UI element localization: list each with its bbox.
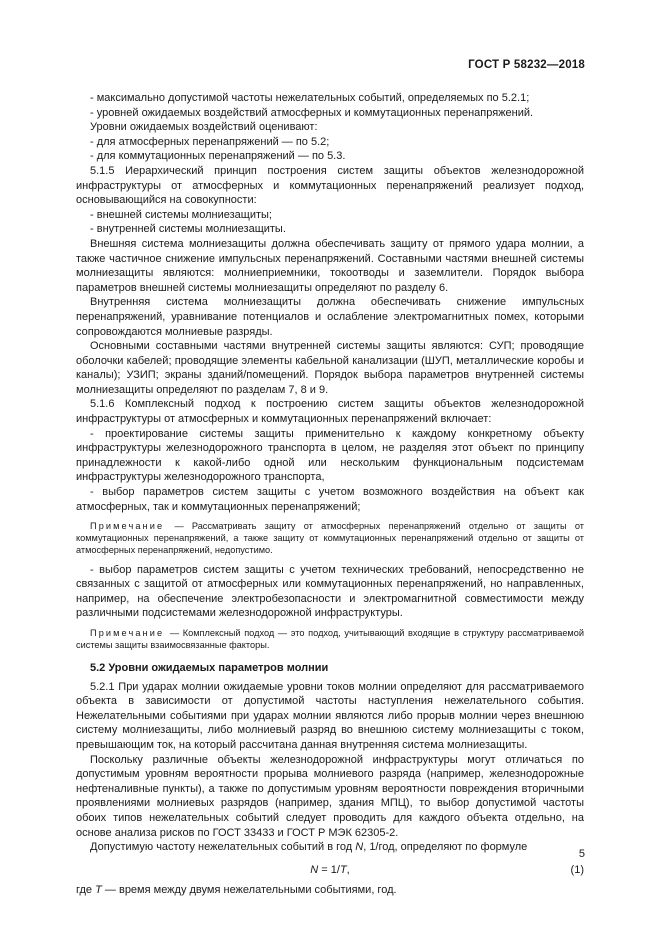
formula-expression <box>76 859 584 881</box>
formula-punctuation: , <box>346 863 350 876</box>
list-item: - для коммутационных перенапряжений — по 5.3. <box>90 150 346 163</box>
text-run: где <box>76 883 96 896</box>
list-item: - внутренней системы молниезащиты. <box>90 223 286 236</box>
variable-n: N <box>310 863 319 876</box>
note-text: — Комплексный подход — это подход, учитывающий входящие в структуру рассматриваемой системы защиты взаимосвязанные факторы. <box>76 627 584 650</box>
section-heading: 5.2 Уровни ожидаемых параметров молнии <box>90 662 329 675</box>
body-text <box>76 91 584 897</box>
formula-operator: = 1/ <box>318 863 340 876</box>
paragraph: Поскольку различные объекты железнодорожной инфраструктуры могут отличаться по допустимым уровням вероятности прорыва молниевого разряда (например, железнодорожные нефтеналивные пункты), а также по допустимым уровням вероятности повреждения вторичными проявлениями молниевых разрядов (например, здания МПЦ), то выбор допустимой частоты обоих типов нежелательных событий следует проводить для каждого объекта отдельно, на основе анализа рисков по ГОСТ 33433 и ГОСТ Р МЭК 62305-2. <box>76 753 584 839</box>
formula <box>76 859 584 881</box>
text-run: , 1/год, определяют по формуле <box>363 841 528 854</box>
list-item: - проектирование системы защиты применительно к каждому конкретному объекту инфраструктуры железнодорожного транспорта в целом, не разделяя этот объект по принципу принадлежности к какой-либо одной или нескольким функциональным подсистемам инфраструктуры железнодорожного транспорта, <box>76 427 584 484</box>
clause-5-2-1: 5.2.1 При ударах молнии ожидаемые уровни токов молнии определяют для рассматриваемого объекта в зависимости от допустимой частоты наступления нежелательного события. Нежелательными событиями при ударах молнии являются либо прорыв молнии через внешнюю систему молниезащиты, либо молниевый разряд во внешнюю систему молниезащиты с током, превышающим ток, на который рассчитана данная внутренняя система молниезащиты. <box>76 680 584 752</box>
note-text: — Рассматривать защиту от атмосферных перенапряжений отдельно от защиты от коммутационных перенапряжений, а также защиту от коммутационных перенапряжений отдельно от защиты от атмосферных перенапряжений, недопустимо. <box>76 521 584 556</box>
variable-t: T <box>95 883 102 896</box>
page-number: 5 <box>578 848 585 860</box>
clause-5-1-5: 5.1.5 Иерархический принцип построения систем защиты объектов железнодорожной инфраструктуры от атмосферных и коммутационных перенапряжений реализует подход, основывающийся на совокупности: <box>76 164 584 207</box>
note-label: Примечание <box>90 521 165 532</box>
list-item: - выбор параметров систем защиты с учетом технических требований, непосредственно не связанных с защитой от атмосферных или коммутационных перенапряжений, но направленных, например, на обеспечение электробезопасности и электромагнитной совместимости между различными подсистемами железнодорожной инфраструктуры. <box>76 563 584 620</box>
paragraph <box>76 883 584 898</box>
list-item: - для атмосферных перенапряжений — по 5.2; <box>90 135 330 148</box>
paragraph <box>76 840 584 855</box>
text-run: — время между двумя нежелательными событиями, год. <box>101 883 397 896</box>
paragraph: Внешняя система молниезащиты должна обеспечивать защиту от прямого удара молнии, а также частичное снижение импульсных перенапряжений. Составными частями внешней системы молниезащиты являются: молниеприемники, токоотводы и заземлители. Порядок выбора параметров внешней системы молниезащиты определяют по разделу 6. <box>76 237 584 294</box>
note <box>76 520 584 556</box>
note <box>76 627 584 651</box>
variable-t: T <box>339 863 347 876</box>
text-run: Допустимую частоту нежелательных событий в год <box>90 841 356 854</box>
document-code-header: ГОСТ Р 58232—2018 <box>468 59 585 71</box>
paragraph: Внутренняя система молниезащиты должна обеспечивать снижение импульсных перенапряжений, уравнивание потенциалов и ослабление электромагнитных помех, которыми сопровождаются молниевые разряды. <box>76 296 584 338</box>
variable-n: N <box>355 841 364 854</box>
list-item: - внешней системы молниезащиты; <box>90 208 272 221</box>
list-item: - максимально допустимой частоты нежелательных событий, определяемых по 5.2.1; <box>90 92 530 104</box>
paragraph: Основными составными частями внутренней системы защиты являются: СУП; проводящие оболочки кабелей; проводящие элементы кабельной канализации (ШУП, металлические коробы и каналы); УЗИП; экраны зданий/помещений. Порядок выбора параметров внутренней системы молниезащиты определяют по разделам 7, 8 и 9. <box>76 340 584 396</box>
list-item: - выбор параметров систем защиты с учетом возможного воздействия на объект как атмосферных, так и коммутационных перенапряжений; <box>76 486 584 513</box>
clause-5-1-6: 5.1.6 Комплексный подход к построению систем защиты объектов железнодорожной инфраструктуры от атмосферных и коммутационных перенапряжений включает: <box>76 398 584 426</box>
formula-number: (1) <box>570 863 584 876</box>
list-item: - уровней ожидаемых воздействий атмосферных и коммутационных перенапряжений. <box>90 106 534 119</box>
note-label: Примечание <box>90 627 165 638</box>
paragraph: Уровни ожидаемых воздействий оценивают: <box>90 121 318 134</box>
